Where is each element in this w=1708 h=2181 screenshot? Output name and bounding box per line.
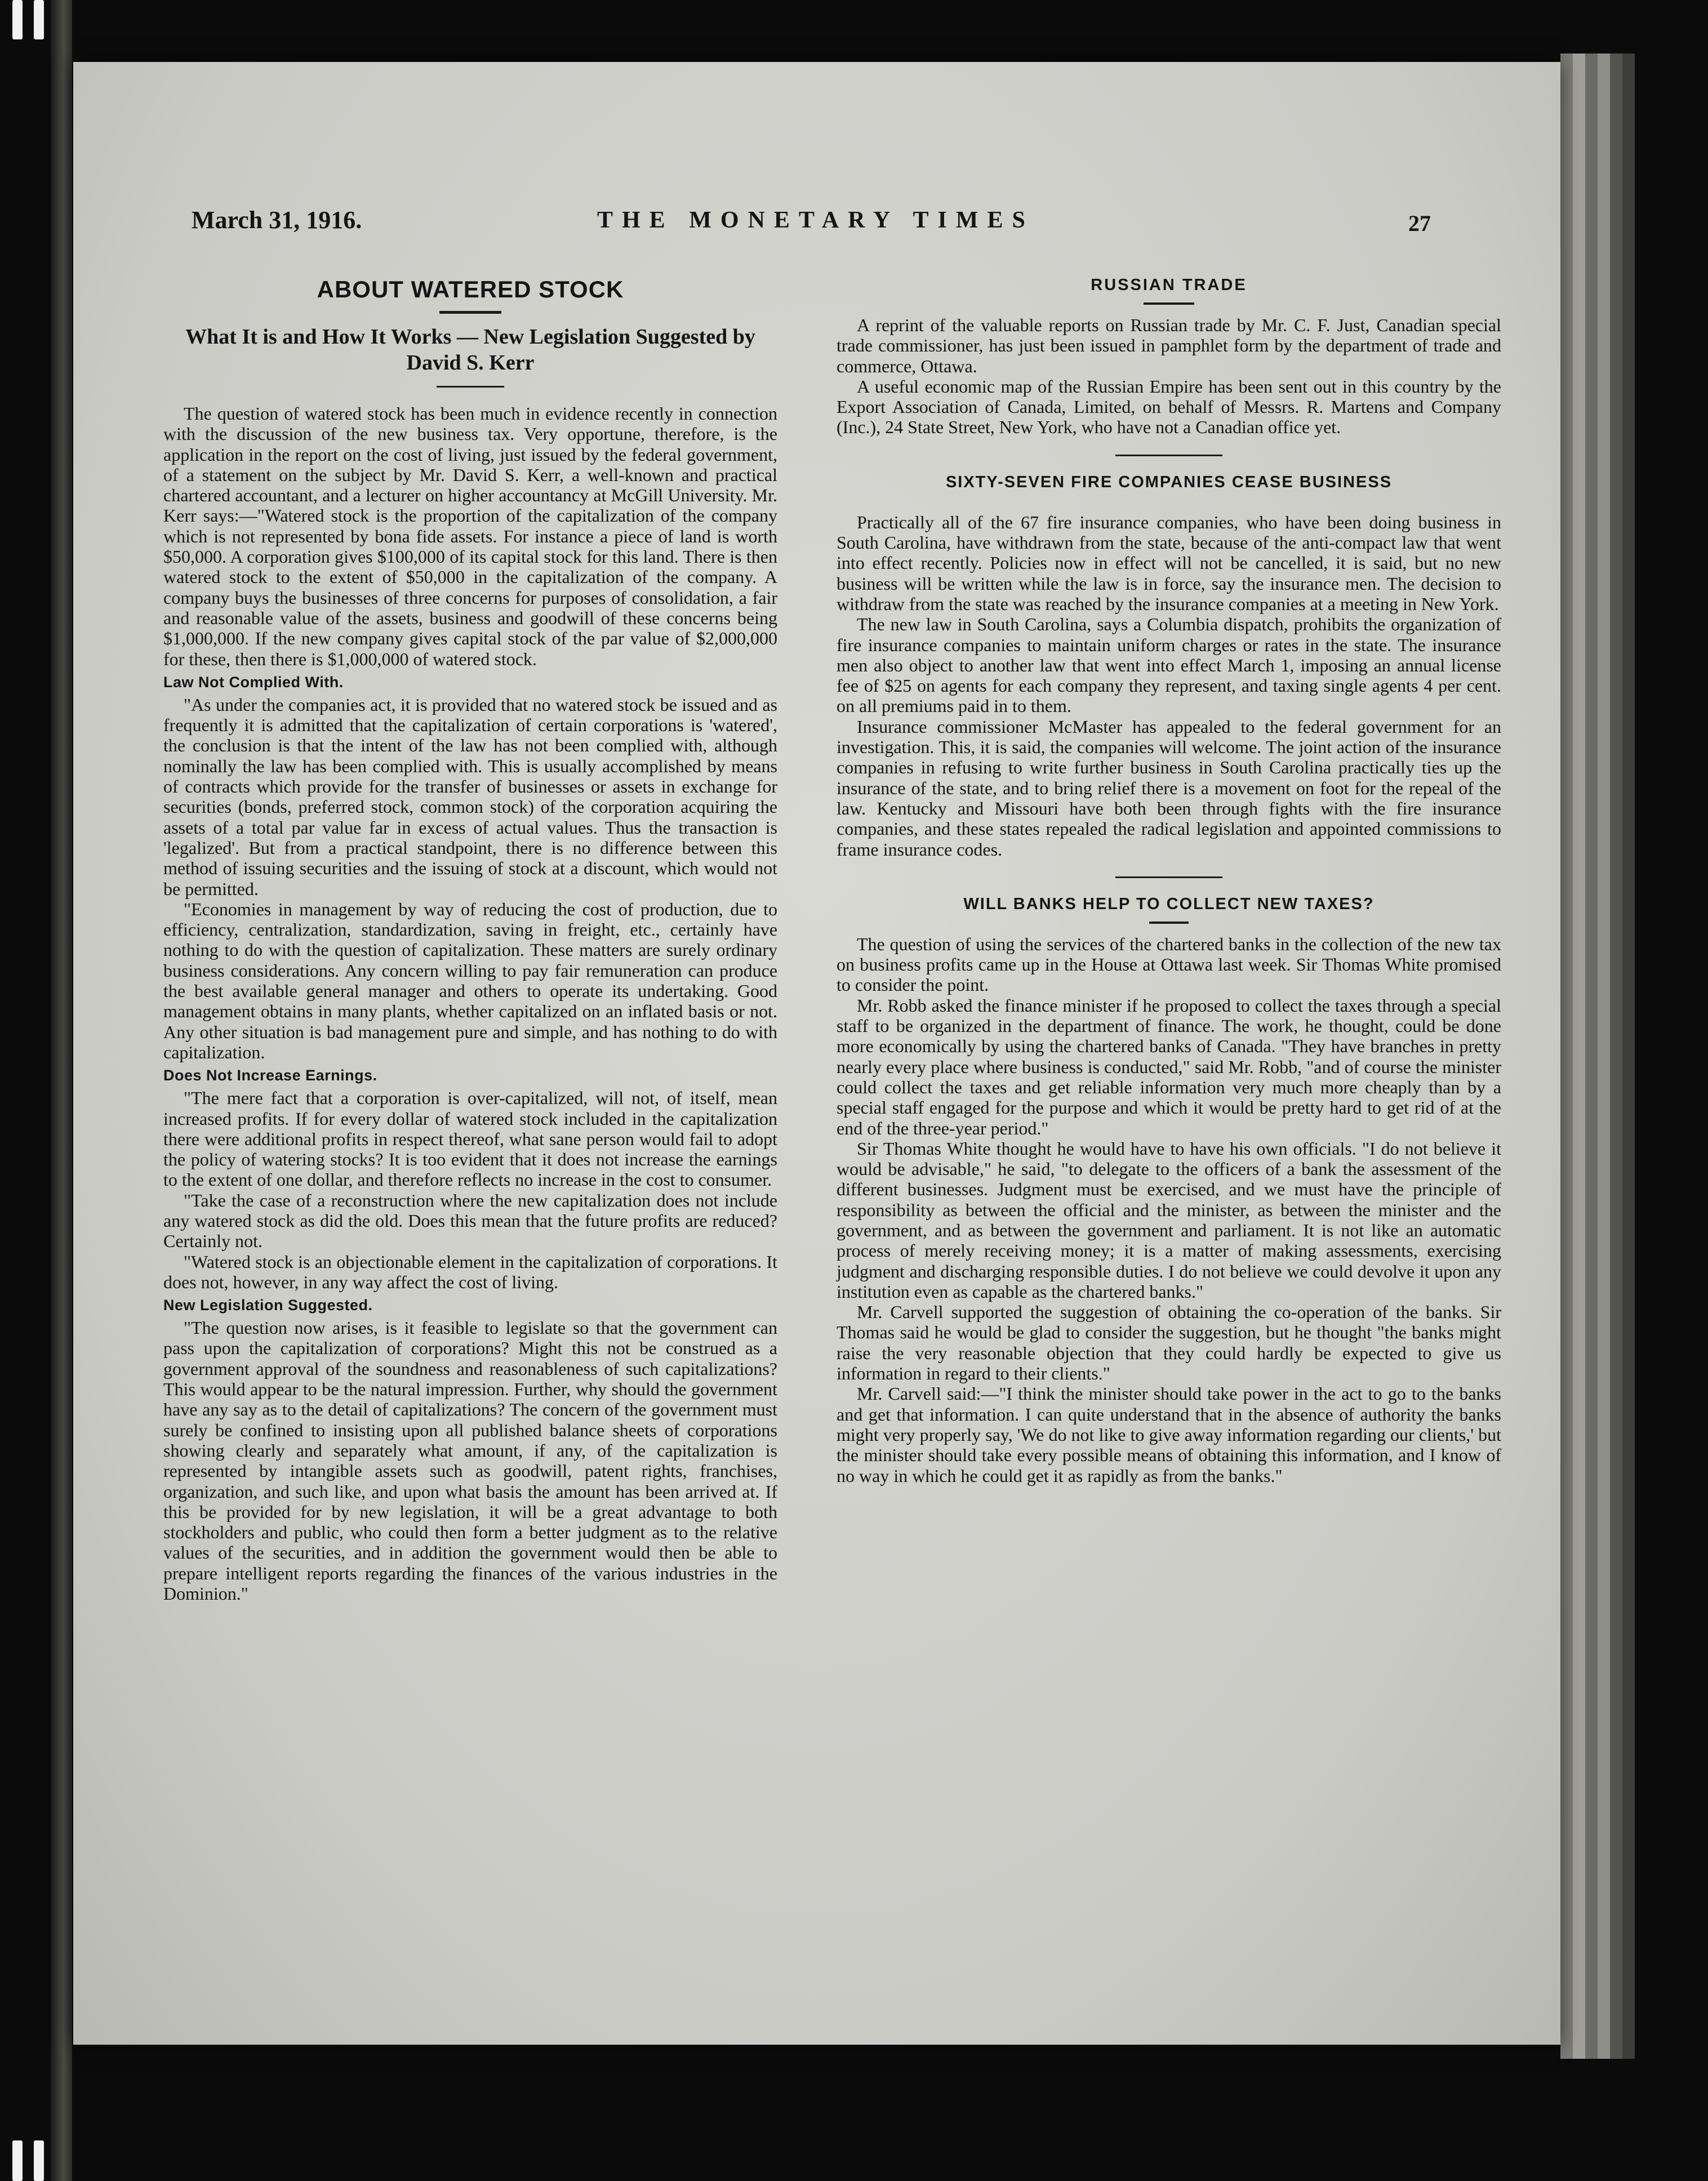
paragraph: "The question now arises, is it feasible to legislate so that the government can pass upon the capitalization of corporations? Might this not be construed as a government approval of the soundness and reasonableness of such capitalizations? This would appear to be the natural impression. Further, why should the government have any say as to the detail of capitalizations? The concern of the government must surely be confined to insisting upon all published balance sheets of corporations showing clearly and separately what amount, if any, of the capitalization is represented by intangible assets such as goodwill, patent rights, franchises, organization, and such like, and upon what basis the amount has been arrived at. If this be provided for by new legislation, it will be a great advantage to both stockholders and public, who could then form a better judgment as to the relative values of the securities, and in addition the government would then be able to prepare intelligent reports regarding the finances of the various industries in the Dominion." [163,1317,777,1604]
paragraph: Mr. Carvell said:—"I think the minister should take power in the act to go to the banks and get that information. I can quite understand that in the absence of authority the banks might very properly say, 'We do not like to give away information regarding our clients,' but the minister should take every possible means of obtaining this information, and I know of no way in which he could get it as rapidly as from the banks." [837,1383,1501,1486]
masthead: THE MONETARY TIMES [597,207,1034,233]
page-stack-edge [1560,54,1573,2059]
title-rule [439,311,501,314]
page-number: 27 [1408,211,1431,236]
page-stack-edge [1610,54,1622,2059]
paragraph: Practically all of the 67 fire insurance companies, who have been doing business in South Carolina, have withdrawn from the state, because of the anti-compact law that went into effect recently. Policies now in effect will not be cancelled, it is said, but no new business will be written while the law is in force, say the insurance men. The decision to withdraw from the state was reached by the insurance companies at a meeting in New York. [837,511,1501,614]
section-heading: Law Not Complied With. [163,673,344,691]
article-subtitle: What It is and How It Works — New Legislation Suggested by David S. Kerr [185,325,755,375]
paragraph: "Take the case of a reconstruction where the new capitalization does not include any watered stock as did the old. Does this mean that the future profits are reduced? Certainly not. [163,1190,777,1252]
article-divider [1115,455,1222,456]
intro-paragraph: The question of watered stock has been much in evidence recently in connection with the discussion of the new business tax. Very opportune, therefore, is the application in the report on the cost of living, just issued by the federal government, of a statement on the subject by Mr. David S. Kerr, a well-known and practical chartered accountant, and a lecturer on higher accountancy at McGill University. Mr. Kerr says:—"Watered stock is the proportion of the capitalization of the company which is not represented by bona fide assets. For instance a piece of land is worth $50,000. A corporation gives $100,000 of its capital stock for this land. There is then watered stock to the extent of $50,000 in the capitalization of the company. A company buys the businesses of three concerns for purposes of consolidation, a fair and reasonable value of the assets, business and goodwill of these concerns being $1,000,000. If the new company gives capital stock of the par value of $2,000,000 for these, then there is $1,000,000 of watered stock. [163,403,777,669]
film-mark [34,0,44,39]
title-rule [1149,922,1189,924]
film-mark [34,2140,44,2181]
page-header [73,206,1560,251]
page-left-edge [51,0,72,2181]
paragraph: A reprint of the valuable reports on Russian trade by Mr. C. F. Just, Canadian special trade commissioner, has just been issued in pamphlet form by the department of trade and commerce, Ottawa. [837,315,1501,376]
paragraph: The new law in South Carolina, says a Columbia dispatch, prohibits the organization of fire insurance companies to maintain uniform charges or rates in the state. The insurance men also object to another law that went into effect March 1, imposing an annual license fee of $25 on agents for each company they represent, and taxing single agents 4 per cent. on all premiums paid in to them. [837,614,1501,716]
left-column [163,276,777,1604]
paragraph: "As under the companies act, it is provided that no watered stock be issued and as frequently it is admitted that the capitalization of certain corporations is 'watered', the conclusion is that the intent of the law has not been complied with, although nominally the law has been complied with. This is usually accomplished by means of contracts which provide for the transfer of businesses or assets in exchange for securities (bonds, preferred stock, common stock) of the corporation acquiring the assets of a total par value far in excess of actual values. Thus the transaction is 'legalized'. But from a practical standpoint, there is no difference between this method of issuing securities and the issuing of stock at a discount, which would not be permitted. [163,694,777,899]
paragraph: A useful economic map of the Russian Empire has been sent out in this country by the Export Association of Canada, Limited, on behalf of Messrs. R. Martens and Company (Inc.), 24 State Street, New York, who have not a Canadian office yet. [837,376,1501,438]
paragraph: Mr. Robb asked the finance minister if he proposed to collect the taxes through a special staff to be organized in the department of finance. The work, he thought, could be done more economically by using the chartered banks of Canada. "They have branches in pretty nearly every place where business is conducted," said Mr. Robb, "and of course the minister could collect the taxes and get reliable information very much more cheaply than by a special staff engaged for the purpose and which it would be pretty hard to get rid of at the end of the three-year period." [837,995,1501,1138]
paragraph: Insurance commissioner McMaster has appealed to the federal government for an investigation. This, it is said, the companies will welcome. The joint action of the insurance companies in refusing to write further business in South Carolina practically ties up the insurance of the state, and to bring relief there is a movement on foot for the repeal of the law. Kentucky and Missouri have both been through fights with the fire insurance companies, and these states repealed the radical legislation and appointed commissions to frame insurance codes. [837,716,1501,860]
page-stack-edge [1573,54,1585,2059]
article-divider [1115,876,1222,878]
paragraph: Sir Thomas White thought he would have to have his own officials. "I do not believe it would be advisable," he said, "to delegate to the officers of a bank the assessment of the different businesses. Judgment must be exercised, and we must have the principle of responsibility as between the official and the minister, as between the minister and the government, and as between the government and parliament. It is not like an automatic process of merely receiving money; it is a matter of making assessments, exercising judgment and discharging responsible duties. I do not believe we could devolve it upon any institution even as capable as the chartered banks." [837,1138,1501,1302]
paragraph: "Economies in management by way of reducing the cost of production, due to efficiency, centralization, standardization, saving in freight, etc., certainly have nothing to do with the question of capitalization. These matters are surely ordinary business considerations. Any concern willing to pay fair remuneration can produce the best available general manager and others to operate its undertaking. Good management obtains in many plants, whether capitalized on an inflated basis or not. Any other situation is bad management pure and simple, and has nothing to do with capitalization. [163,898,777,1062]
newspaper-page [73,62,1560,2045]
article-title: ABOUT WATERED STOCK [317,276,624,302]
page-stack-edge [1622,54,1635,2059]
subtitle-rule [437,386,504,388]
paragraph: "The mere fact that a corporation is over-capitalized, will not, of itself, mean increased profits. If for every dollar of watered stock included in the capitalization there were additional profits in respect thereof, what sane person would fail to adopt the policy of watering stocks? It is too evident that it does not increase the earnings to the extent of one dollar, and therefore reflects no increase in the cost to consumer. [163,1088,777,1190]
paragraph: The question of using the services of the chartered banks in the collection of the new tax on business profits came up in the House at Ottawa last week. Sir Thomas White promised to consider the point. [837,933,1501,995]
article-title: RUSSIAN TRADE [1091,276,1247,294]
page-stack-edge [1585,54,1598,2059]
paragraph: Mr. Carvell supported the suggestion of obtaining the co-operation of the banks. Sir Thomas said he would be glad to consider the suggestion, but he thought "the banks might raise the very reasonable objection that they could hardly be expected to give us information in regard to their clients." [837,1302,1501,1384]
article-title: WILL BANKS HELP TO COLLECT NEW TAXES? [963,894,1375,913]
paragraph: "Watered stock is an objectionable element in the capitalization of corporations. It does not, however, in any way affect the cost of living. [163,1251,777,1292]
film-mark [12,2140,23,2181]
issue-date: March 31, 1916. [192,206,362,234]
film-mark [12,0,23,39]
page-stack-edge [1598,54,1610,2059]
right-column [837,276,1501,1486]
title-rule [1144,302,1194,305]
spacer [837,492,1501,512]
section-heading: Does Not Increase Earnings. [163,1067,377,1084]
article-title: SIXTY-SEVEN FIRE COMPANIES CEASE BUSINESS [945,473,1393,491]
section-heading: New Legislation Suggested. [163,1297,373,1314]
